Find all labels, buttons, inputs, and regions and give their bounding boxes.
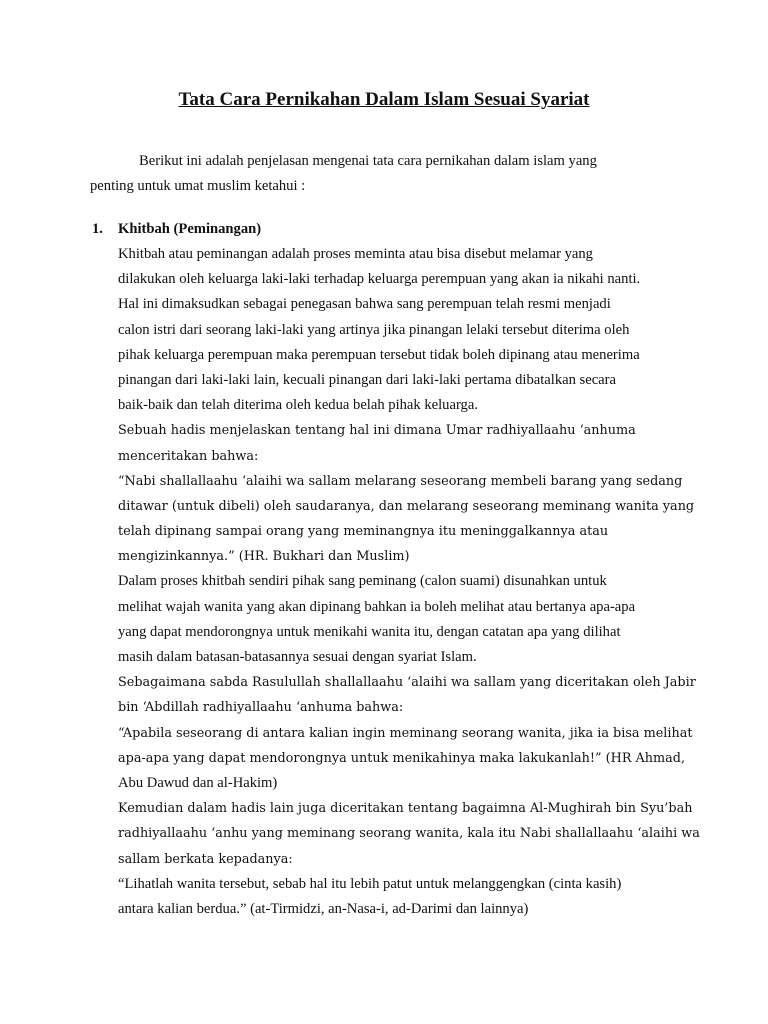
quote-line: Abu Dawud dan al-Hakim) [118,774,278,791]
body-line: pihak keluarga perempuan maka perempuan tersebut tidak boleh dipinang atau menerima [118,346,640,363]
section-title: Khitbah (Peminangan) [118,221,262,237]
body-line: Dalam proses khitbah sendiri pihak sang peminang (calon suami) disunahkan untuk [118,573,607,590]
section-body [118,242,718,922]
body-line: baik-baik dan telah diterima oleh kedua belah pihak keluarga. [118,397,478,414]
intro-line: Berikut ini adalah penjelasan mengenai tata cara pernikahan dalam islam yang [139,153,597,169]
body-line: bin ‘Abdillah radhiyallaahu ‘anhuma bahwa: [118,700,404,716]
intro-line: penting untuk umat muslim ketahui : [90,178,306,194]
quote-line: “Nabi shallallaahu ‘alaihi wa sallam melarang seseorang membeli barang yang sedang [118,473,683,489]
body-line: dilakukan oleh keluarga laki-laki terhadap keluarga perempuan yang akan ia nikahi nanti. [118,271,641,288]
quote-line: apa-apa yang dapat mendorongnya untuk menikahinya maka lakukanlah!” (HR Ahmad, [118,750,686,766]
body-line: Khitbah atau peminangan adalah proses meminta atau bisa disebut melamar yang [118,246,593,262]
body-line: pinangan dari laki-laki lain, kecuali pinangan dari laki-laki pertama dibatalkan secara [118,371,616,388]
section-number: 1. [92,221,103,237]
intro-paragraph [90,149,690,199]
body-line: sallam berkata kepadanya: [118,851,293,867]
quote-line: “Apabila seseorang di antara kalian ingin meminang seorang wanita, jika ia bisa melihat [118,725,693,741]
body-line: masih dalam batasan-batasannya sesuai dengan syariat Islam. [118,649,477,665]
body-line: melihat wajah wanita yang akan dipinang bahkan ia boleh melihat atau bertanya apa-apa [118,598,636,615]
body-line: radhiyallaahu ‘anhu yang meminang seorang wanita, kala itu Nabi shallallaahu ‘alaihi wa [118,826,700,842]
quote-line: “Lihatlah wanita tersebut, sebab hal itu lebih patut untuk melanggengkan (cinta kasih) [118,875,622,892]
quote-line: ditawar (untuk dibeli) oleh saudaranya, dan melarang seseorang meminang wanita yang [118,498,695,514]
quote-line: telah dipinang sampai orang yang meminangnya itu meninggalkannya atau [118,524,609,540]
body-line: yang dapat mendorongnya untuk menikahi wanita itu, dengan catatan apa yang dilihat [118,623,621,640]
body-line: Sebagaimana sabda Rasulullah shallallaahu ‘alaihi wa sallam yang diceritakan oleh Jabir [118,675,696,691]
section-heading [92,217,261,242]
body-line: Kemudian dalam hadis lain juga diceritakan tentang bagaimna Al-Mughirah bin Syu’bah [118,801,693,817]
body-line: Sebuah hadis menjelaskan tentang hal ini dimana Umar radhiyallaahu ‘anhuma [118,423,636,439]
body-line: Hal ini dimaksudkan sebagai penegasan bahwa sang perempuan telah resmi menjadi [118,296,611,313]
quote-line: antara kalian berdua.” (at-Tirmidzi, an-Nasa-i, ad-Darimi dan lainnya) [118,900,529,917]
body-line: menceritakan bahwa: [118,448,259,464]
body-line: calon istri dari seorang laki-laki yang artinya jika pinangan lelaki tersebut diterima oleh [118,321,630,338]
quote-line: mengizinkannya.” (HR. Bukhari dan Muslim) [118,549,410,565]
document-title: Tata Cara Pernikahan Dalam Islam Sesuai Syariat [178,89,590,110]
